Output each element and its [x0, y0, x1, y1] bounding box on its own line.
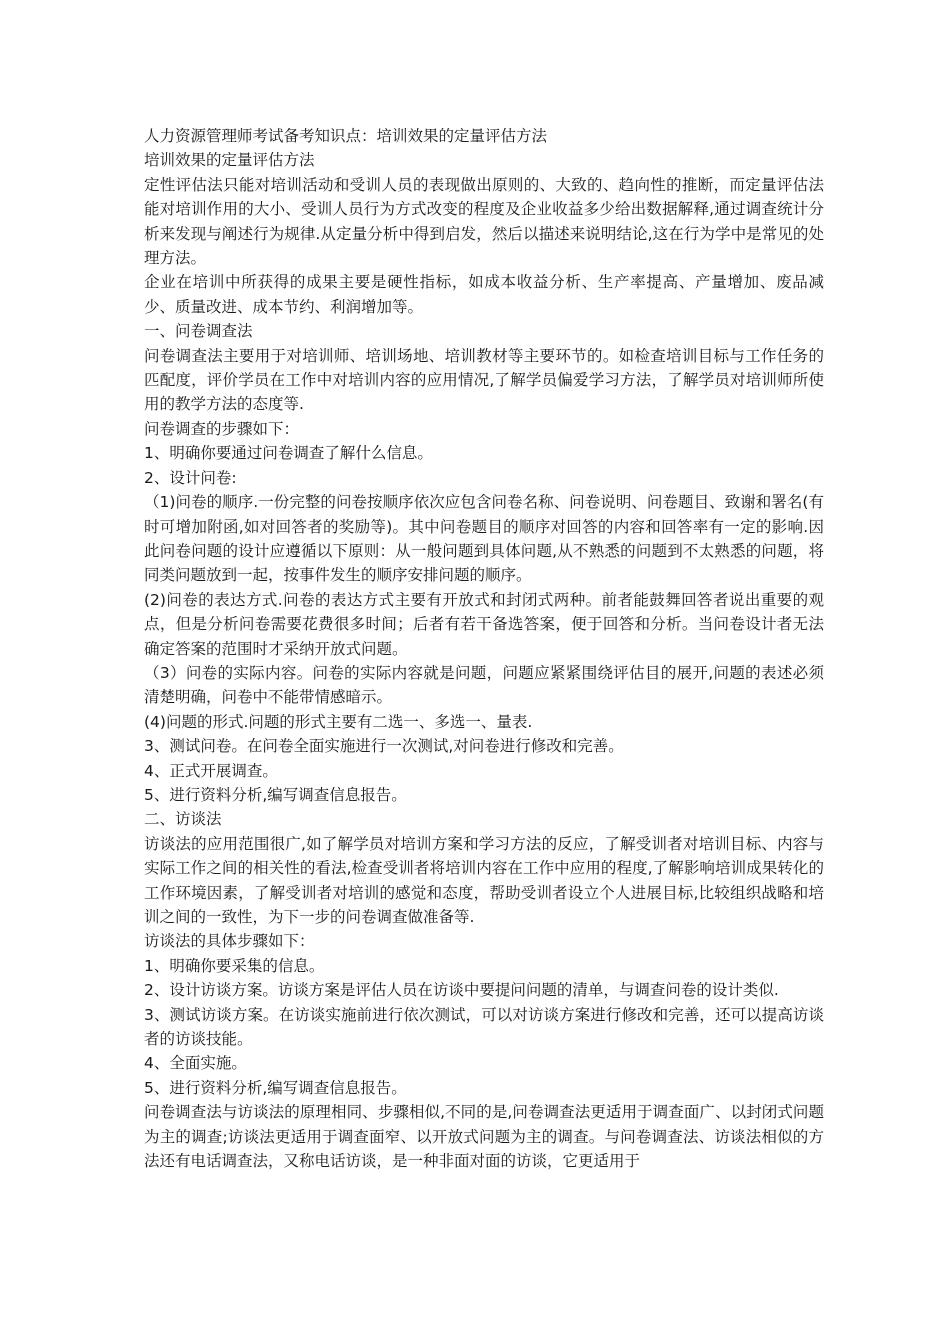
interview-step-4: 4、全面实施。 [144, 1054, 247, 1073]
questionnaire-step-3: 3、测试问卷。在问卷全面实施进行一次测试,对问卷进行修改和完善。 [144, 737, 624, 756]
questionnaire-step-4: 4、正式开展调查。 [144, 761, 278, 780]
paragraph-outcomes: 企业在培训中所获得的成果主要是硬性指标，如成本收益分析、生产率提高、产量增加、废品减少、质量改进、成本节约、利润增加等。 [144, 273, 824, 316]
questionnaire-step-2: 2、设计问卷: [144, 468, 237, 487]
heading-questionnaire: 一、问卷调查法 [144, 322, 253, 341]
questionnaire-step-1: 1、明确你要通过问卷调查了解什么信息。 [144, 444, 433, 463]
questionnaire-steps-heading: 问卷调查的步骤如下： [144, 419, 300, 438]
heading-interview: 二、访谈法 [144, 810, 222, 829]
interview-step-3: 3、测试访谈方案。在访谈实施前进行依次测试，可以对访谈方案进行修改和完善，还可以提高访谈者的访谈技能。 [144, 1005, 824, 1049]
document-title: 人力资源管理师考试备考知识点：培训效果的定量评估方法 [144, 127, 548, 145]
questionnaire-sub-3: （3）问卷的实际内容。问卷的实际内容就是问题，问题应紧紧围绕评估目的展开,问题的表述必须清楚明确，问卷中不能带情感暗示。 [144, 663, 824, 707]
interview-steps-heading: 访谈法的具体步骤如下： [144, 932, 315, 951]
questionnaire-step-5: 5、进行资料分析,编写调查信息报告。 [144, 785, 407, 804]
questionnaire-sub-4: (4)问题的形式.问题的形式主要有二选一、多选一、量表. [144, 712, 533, 731]
document-body [144, 124, 824, 1173]
questionnaire-sub-1: （1)问卷的顺序.一份完整的问卷按顺序依次应包含问卷名称、问卷说明、问卷题目、致谢和署名(有时可增加附函,如对回答者的奖励等)。其中问卷题目的顺序对回答的内容和回答率有一定的影响.因此问卷问题的设计应遵循以下原则：从一般问题到具体问题,从不熟悉的问题到不太熟悉的问题，将同类问题放到一起，按事件发生的顺序安排问题的顺序。 [144, 493, 824, 585]
paragraph-interview: 访谈法的应用范围很广,如了解学员对培训方案和学习方法的反应，了解受训者对培训目标、内容与实际工作之间的相关性的看法,检查受训者将培训内容在工作中应用的程度,了解影响培训成果转化的工作环境因素，了解受训者对培训的感觉和态度，帮助受训者设立个人进展目标,比较组织战略和培训之间的一致性，为下一步的问卷调查做准备等. [144, 834, 824, 926]
interview-step-2: 2、设计访谈方案。访谈方案是评估人员在访谈中要提问问题的清单，与调查问卷的设计类似. [144, 981, 779, 1000]
paragraph-comparison: 问卷调查法与访谈法的原理相同、步骤相似,不同的是,问卷调查法更适用于调查面广、以封闭式问题为主的调查;访谈法更适用于调查面窄、以开放式问题为主的调查。与问卷调查法、访谈法相似的方法还有电话调查法，又称电话访谈，是一种非面对面的访谈，它更适用于 [144, 1103, 824, 1171]
paragraph-questionnaire: 问卷调查法主要用于对培训师、培训场地、培训教材等主要环节的。如检查培训目标与工作任务的匹配度，评价学员在工作中对培训内容的应用情况,了解学员偏爱学习方法，了解学员对培训师所使用的教学方法的态度等. [144, 346, 824, 414]
questionnaire-sub-2: (2)问卷的表达方式.问卷的表达方式主要有开放式和封闭式两种。前者能鼓舞回答者说出重要的观点，但是分析问卷需要花费很多时间；后者有若干备选答案，便于回答和分析。当问卷设计者无法确定答案的范围时才采纳开放式问题。 [144, 590, 824, 658]
interview-step-1: 1、明确你要采集的信息。 [144, 956, 325, 975]
paragraph-intro: 定性评估法只能对培训活动和受训人员的表现做出原则的、大致的、趋向性的推断，而定量评估法能对培训作用的大小、受训人员行为方式改变的程度及企业收益多少给出数据解释,通过调查统计分析来发现与阐述行为规律.从定量分析中得到启发，然后以描述来说明结论,这在行为学中是常见的处理方法。 [144, 175, 824, 268]
interview-step-5: 5、进行资料分析,编写调查信息报告。 [144, 1078, 407, 1097]
section-title: 培训效果的定量评估方法 [144, 151, 315, 170]
